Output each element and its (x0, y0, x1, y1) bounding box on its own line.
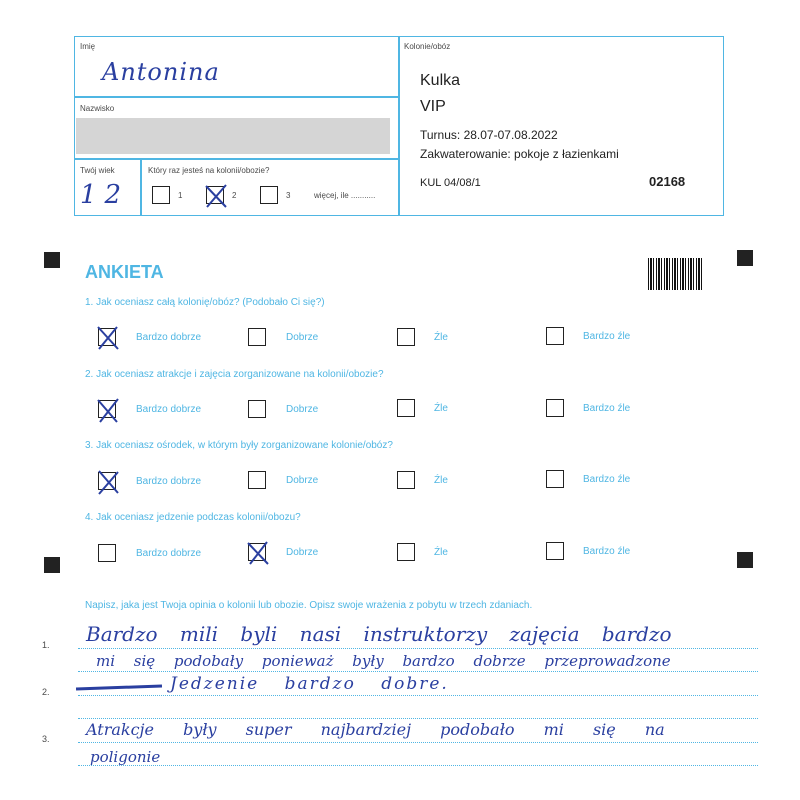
colony-name: Kulka (420, 72, 461, 89)
answer-line-1 (78, 648, 758, 649)
answer-line-2 (78, 695, 758, 696)
check-mark-icon (96, 325, 120, 351)
q3-label-dobrze: Dobrze (286, 475, 319, 486)
registration-marker-bottom-right (737, 552, 753, 568)
q2-checkbox-zle[interactable] (397, 399, 415, 417)
q2-label-dobrze: Dobrze (286, 404, 319, 415)
q2-checkbox-bardzo-dobrze[interactable] (98, 400, 116, 418)
colony-code: KUL 04/08/1 (420, 177, 481, 189)
age-label: Twój wiek (80, 166, 115, 175)
age-value: 12 (80, 180, 130, 210)
q1-checkbox-dobrze[interactable] (248, 328, 266, 346)
surname-redacted (76, 118, 390, 154)
strikethrough-mark (76, 685, 162, 691)
check-mark-icon (96, 397, 120, 423)
check-mark-icon (204, 183, 228, 209)
q4-label-bardzo-zle: Bardzo źle (583, 546, 631, 557)
question-1: 1. Jak oceniasz całą kolonię/obóz? (Podobało Ci się?) (85, 297, 325, 308)
opinion-prompt: Napisz, jaka jest Twoja opinia o kolonii lub obozie. Opisz swoje wrażenia z pobytu w trzech zdaniach. (85, 600, 533, 611)
times-more: więcej, ile ........... (314, 191, 376, 200)
q1-checkbox-bardzo-dobrze[interactable] (98, 328, 116, 346)
q2-label-zle: Źle (434, 403, 448, 414)
q2-label-bardzo-dobrze: Bardzo dobrze (136, 404, 202, 415)
q4-checkbox-bardzo-zle[interactable] (546, 542, 564, 560)
colony-label: Kolonie/obóz (404, 42, 451, 51)
handwritten-line-3: Atrakcje były super najbardziej podobało mi się na (86, 720, 665, 739)
header-divider-age (140, 158, 142, 216)
q1-label-bardzo-dobrze: Bardzo dobrze (136, 332, 202, 343)
times-checkbox-1[interactable] (152, 186, 170, 204)
header-divider-surname (74, 158, 399, 160)
header-divider-name (74, 96, 399, 98)
turnus: Turnus: 28.07-07.08.2022 (420, 128, 558, 142)
q3-checkbox-bardzo-dobrze[interactable] (98, 472, 116, 490)
handwritten-line-3b: poligonie (90, 748, 161, 766)
registration-marker-top-right (737, 250, 753, 266)
check-mark-icon (96, 469, 120, 495)
q3-checkbox-dobrze[interactable] (248, 471, 266, 489)
colony-type: VIP (420, 98, 446, 115)
check-mark-icon (246, 540, 270, 566)
q4-checkbox-zle[interactable] (397, 543, 415, 561)
q2-checkbox-dobrze[interactable] (248, 400, 266, 418)
registration-marker-top-left (44, 252, 60, 268)
answer-line-2b (78, 718, 758, 719)
q3-label-bardzo-zle: Bardzo źle (583, 474, 631, 485)
surname-label: Nazwisko (80, 104, 115, 113)
q1-label-bardzo-zle: Bardzo źle (583, 331, 631, 342)
form-number: 02168 (649, 174, 686, 189)
q1-label-zle: Źle (434, 332, 448, 343)
q1-checkbox-bardzo-zle[interactable] (546, 327, 564, 345)
times-option-2: 2 (232, 191, 237, 200)
times-label: Który raz jesteś na kolonii/obozie? (148, 166, 270, 175)
q1-label-dobrze: Dobrze (286, 332, 319, 343)
q3-checkbox-bardzo-zle[interactable] (546, 470, 564, 488)
line-number-2: 2. (42, 687, 50, 697)
q2-label-bardzo-zle: Bardzo źle (583, 403, 631, 414)
registration-marker-bottom-left (44, 557, 60, 573)
q4-label-bardzo-dobrze: Bardzo dobrze (136, 548, 202, 559)
q4-checkbox-bardzo-dobrze[interactable] (98, 544, 116, 562)
handwritten-line-2b: Jedzenie bardzo dobre. (170, 674, 449, 694)
survey-title: ANKIETA (85, 262, 164, 282)
question-4: 4. Jak oceniasz jedzenie podczas kolonii/obozu? (85, 512, 301, 523)
line-number-3: 3. (42, 734, 50, 744)
q3-checkbox-zle[interactable] (397, 471, 415, 489)
header-divider-vertical (398, 36, 400, 216)
times-option-1: 1 (178, 191, 183, 200)
q2-checkbox-bardzo-zle[interactable] (546, 399, 564, 417)
q4-label-zle: Źle (434, 547, 448, 558)
question-2: 2. Jak oceniasz atrakcje i zajęcia zorganizowane na kolonii/obozie? (85, 369, 384, 380)
name-value: Antonina (102, 58, 220, 86)
handwritten-line-1: Bardzo mili byli nasi instruktorzy zajęcia bardzo (86, 622, 672, 646)
q3-label-zle: Źle (434, 475, 448, 486)
handwritten-line-2: mi się podobały ponieważ były bardzo dobrze przeprowadzone (96, 652, 671, 670)
times-checkbox-3[interactable] (260, 186, 278, 204)
line-number-1: 1. (42, 640, 50, 650)
q1-checkbox-zle[interactable] (397, 328, 415, 346)
q3-label-bardzo-dobrze: Bardzo dobrze (136, 476, 202, 487)
times-checkbox-2[interactable] (206, 186, 224, 204)
q4-label-dobrze: Dobrze (286, 547, 319, 558)
barcode (648, 258, 704, 290)
q4-checkbox-dobrze[interactable] (248, 543, 266, 561)
accommodation: Zakwaterowanie: pokoje z łazienkami (420, 147, 619, 161)
answer-line-3 (78, 742, 758, 743)
name-label: Imię (80, 42, 96, 51)
question-3: 3. Jak oceniasz ośrodek, w którym były zorganizowane kolonie/obóz? (85, 440, 393, 451)
answer-line-3b (78, 765, 758, 766)
answer-line-1b (78, 671, 758, 672)
times-option-3: 3 (286, 191, 291, 200)
